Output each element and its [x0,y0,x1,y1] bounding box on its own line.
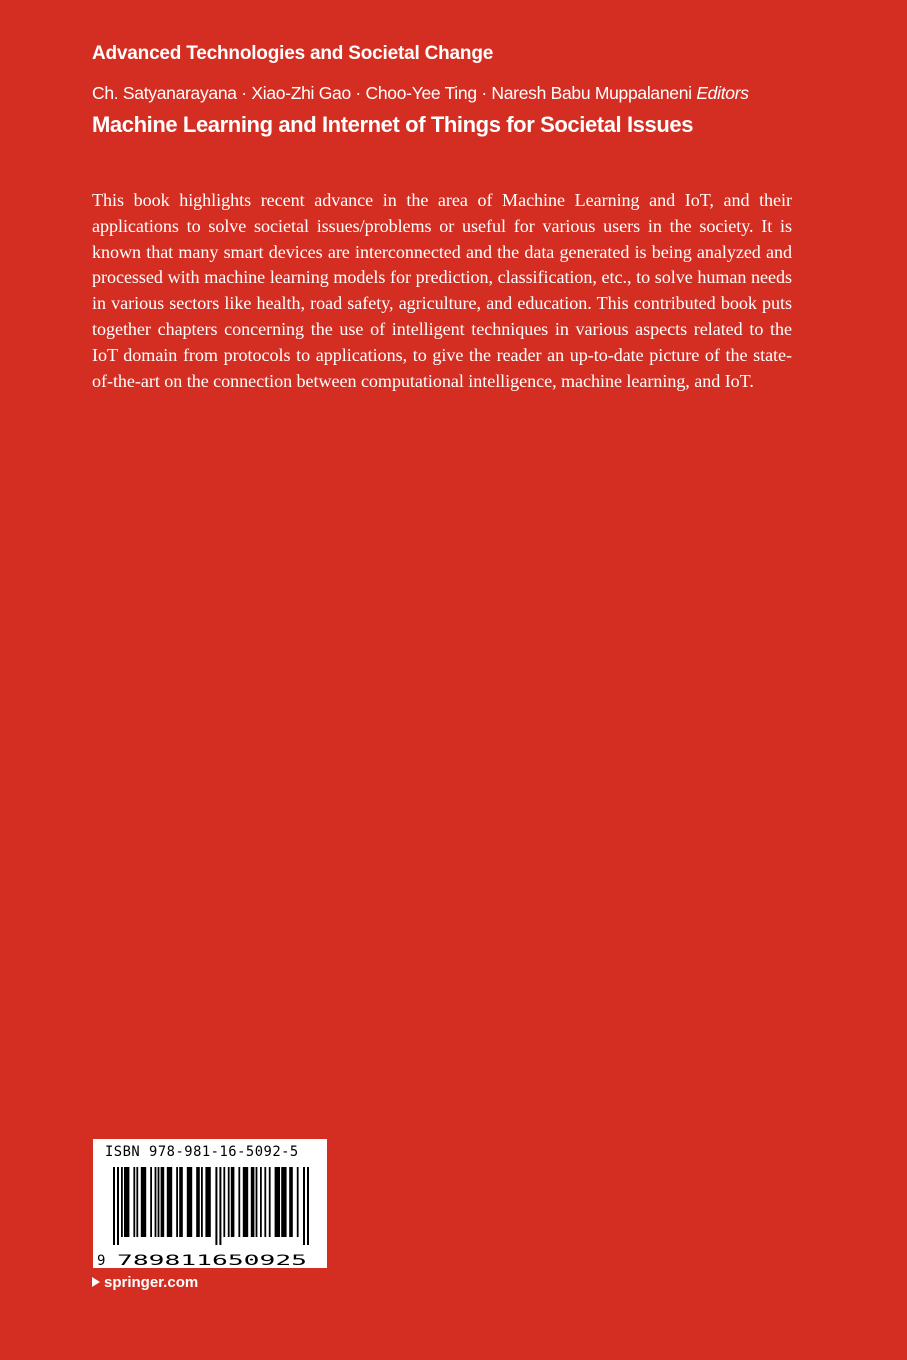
barcode-bar [231,1167,235,1237]
barcode-bar [264,1167,266,1237]
barcode-bar [196,1167,200,1237]
barcode-bar [121,1167,123,1237]
barcode-bar [187,1167,192,1237]
barcode-bar [150,1167,152,1237]
barcode-bar [133,1167,135,1237]
editors-role: Editors [696,83,749,103]
barcode-bar [281,1167,286,1237]
arrow-right-icon [92,1277,100,1287]
series-title: Advanced Technologies and Societal Change [92,43,494,64]
barcode-bar [228,1167,230,1237]
barcode-bar [158,1167,160,1237]
barcode-bar [205,1167,210,1237]
barcode-bar [219,1167,221,1245]
publisher-link[interactable] [92,1274,198,1291]
book-description: This book highlights recent advance in the area of Machine Learning and IoT, and their applications to solve societal issues/problems or useful for various users in the society. It is known that many smart devices are interconnected and the data generated is being analyzed and processed with machine learning models for prediction, classification, etc., to solve human needs in various sectors like health, road safety, agriculture, and education. This contributed book puts together chapters concerning the use of intelligent techniques in various aspects related to the IoT domain from protocols to applications, to give the reader an up-to-date picture of the state-of-the-art on the connection between computational intelligence, machine learning, and IoT. [92,190,792,391]
barcode-bar [307,1167,309,1245]
barcode-bar [179,1167,183,1237]
barcode-bar [260,1167,262,1237]
publisher-url: springer.com [104,1274,199,1291]
barcode-graphic [93,1163,327,1268]
barcode-digits: 789811650925 [117,1253,307,1268]
barcode-bar [256,1167,258,1237]
barcode-bar [269,1167,271,1237]
isbn-number: ISBN 978-981-16-5092-5 [105,1144,299,1160]
barcode-bar [275,1167,280,1237]
barcode-bar [117,1167,119,1245]
barcode-bar [215,1167,217,1245]
barcode-bar [223,1167,225,1237]
editor-names: Ch. Satyanarayana · Xiao-Zhi Gao · Choo-Yee Ting · Naresh Babu Muppalaneni [92,83,692,103]
barcode-bar [243,1167,248,1237]
barcode-bar [297,1167,299,1237]
book-title: Machine Learning and Internet of Things for Societal Issues [92,112,694,137]
barcode-bar [136,1167,138,1237]
barcode-bar [201,1167,203,1237]
barcode-bar [113,1167,115,1245]
barcode-bar [141,1167,146,1237]
barcode-bar [251,1167,255,1237]
barcode-bar [124,1167,129,1237]
barcode-bar [238,1167,240,1237]
barcode-bar [289,1167,293,1237]
barcode-bar [167,1167,172,1237]
editors-line [92,83,749,104]
barcode-first-digit: 9 [97,1253,106,1268]
barcode-bar [303,1167,305,1245]
isbn-barcode [93,1139,327,1268]
barcode-bar [155,1167,157,1237]
barcode-bar [176,1167,178,1237]
barcode-bar [161,1167,165,1237]
